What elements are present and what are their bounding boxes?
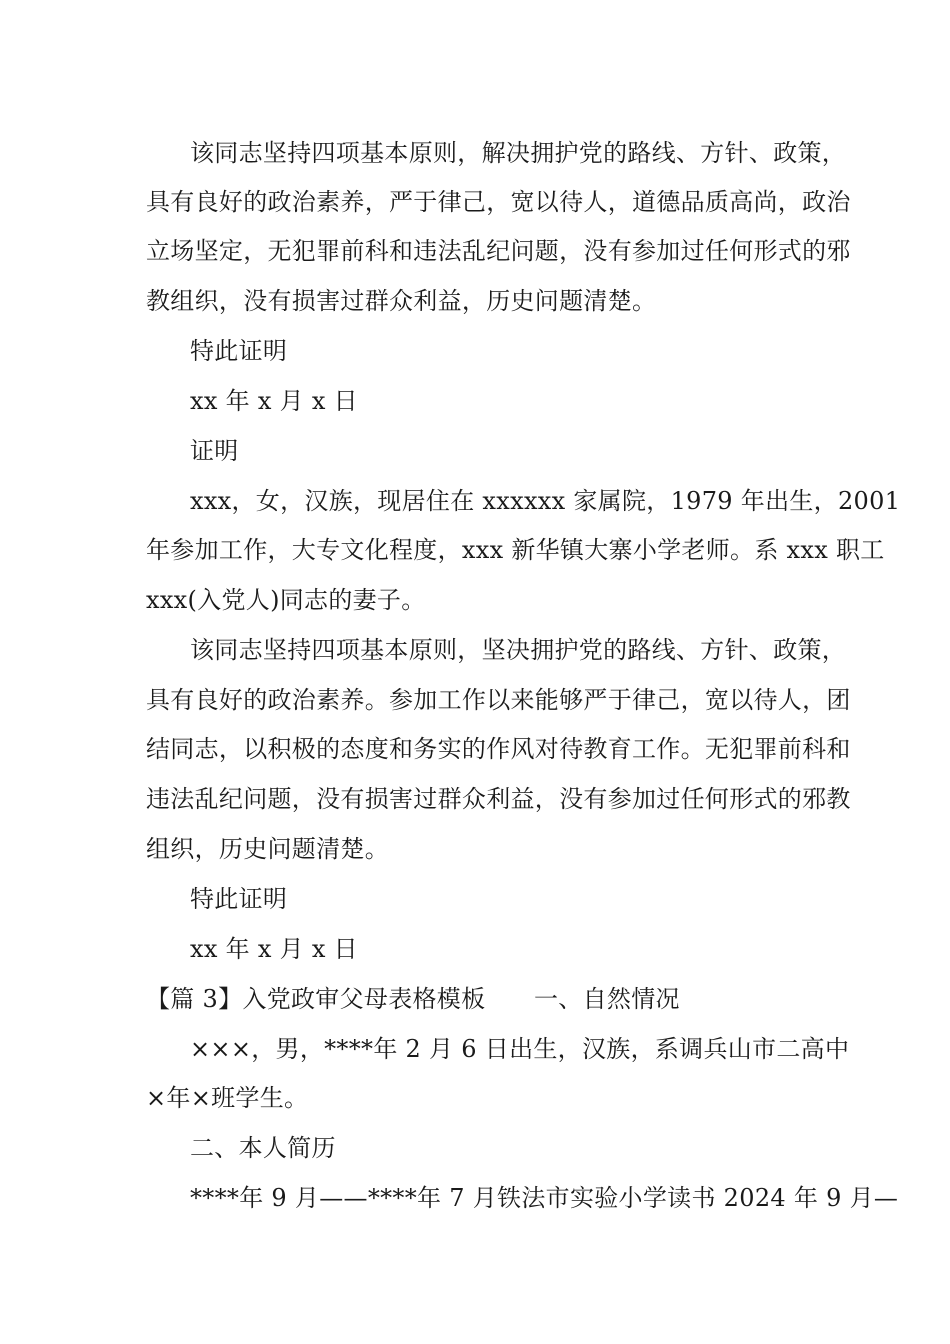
paragraph-line: 该同志坚持四项基本原则，坚决拥护党的路线、方针、政策， (190, 636, 847, 664)
closing-statement: 特此证明 (190, 337, 288, 365)
closing-statement: 特此证明 (190, 885, 288, 913)
paragraph-line: 年参加工作，大专文化程度，xxx 新华镇大寨小学老师。系 xxx 职工 (146, 536, 885, 564)
paragraph-line: 教组织，没有损害过群众利益，历史问题清楚。 (146, 287, 657, 315)
paragraph-line: xxx(入党人)同志的妻子。 (146, 586, 426, 614)
chapter-heading: 【篇 3】入党政审父母表格模板 一、自然情况 (146, 985, 680, 1013)
paragraph-line: xxx，女，汉族，现居住在 xxxxxx 家属院，1979 年出生，2001 (190, 487, 901, 515)
paragraph-line: 具有良好的政治素养，严于律己，宽以待人，道德品质高尚，政治 (146, 188, 851, 216)
paragraph-line: 该同志坚持四项基本原则，解决拥护党的路线、方针、政策， (190, 139, 847, 167)
paragraph-line: 立场坚定，无犯罪前科和违法乱纪问题，没有参加过任何形式的邪 (146, 237, 851, 265)
paragraph-line: 结同志，以积极的态度和务实的作风对待教育工作。无犯罪前科和 (146, 735, 851, 763)
paragraph-line: 组织，历史问题清楚。 (146, 835, 389, 863)
date-line: xx 年 x 月 x 日 (190, 935, 358, 963)
paragraph-line: ×××，男，****年 2 月 6 日出生，汉族，系调兵山市二高中 (190, 1035, 850, 1063)
paragraph-line: 具有良好的政治素养。参加工作以来能够严于律己，宽以待人，团 (146, 686, 851, 714)
paragraph-line: 违法乱纪问题，没有损害过群众利益，没有参加过任何形式的邪教 (146, 785, 851, 813)
section-title: 二、本人简历 (190, 1134, 336, 1162)
paragraph-line: ×年×班学生。 (146, 1084, 309, 1112)
paragraph-line: ****年 9 月——****年 7 月铁法市实验小学读书 2024 年 9 月— (190, 1184, 899, 1212)
date-line: xx 年 x 月 x 日 (190, 387, 358, 415)
section-title: 证明 (190, 437, 239, 465)
